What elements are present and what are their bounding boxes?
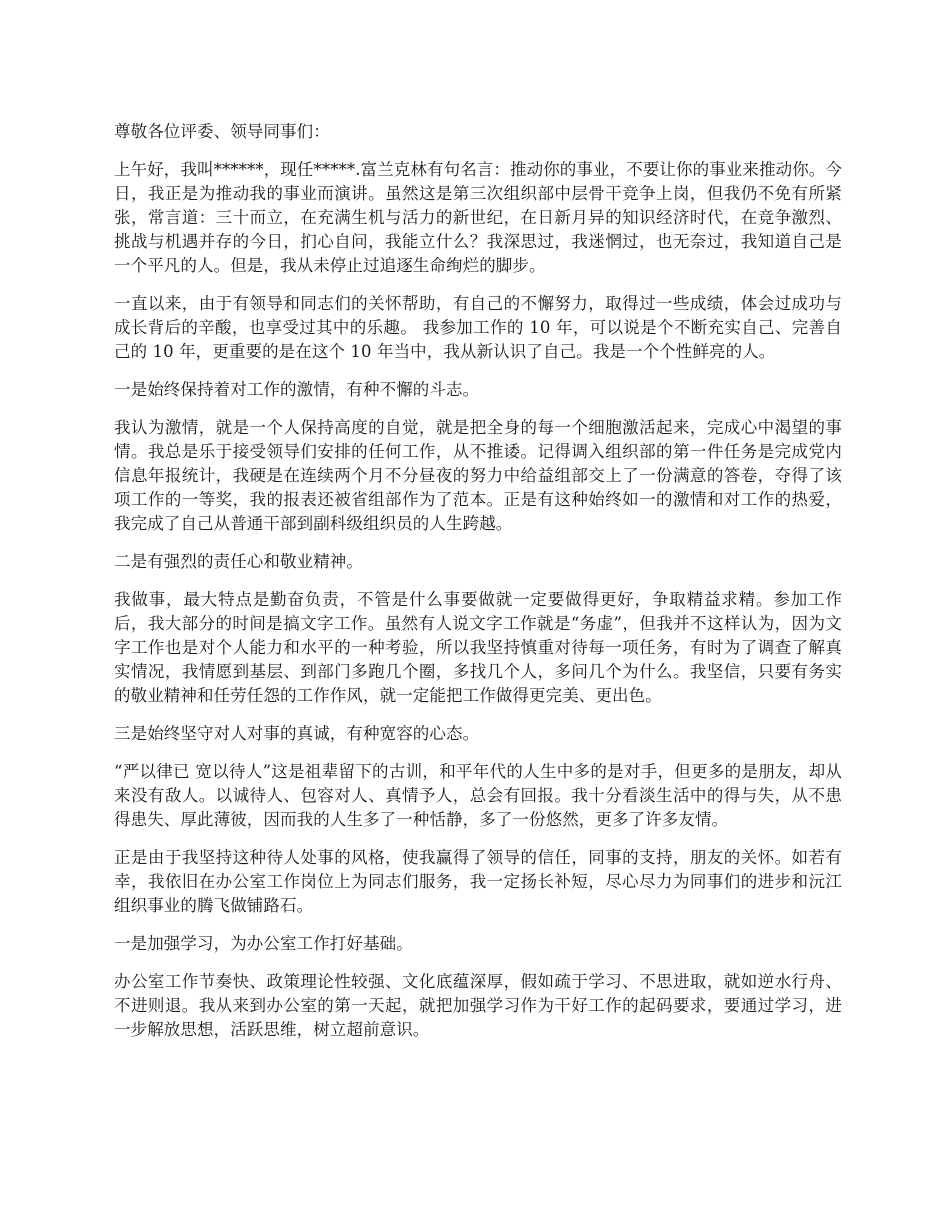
paragraph: 办公室工作节奏快、政策理论性较强、文化底蕴深厚，假如疏于学习、不思进取，就如逆水行舟、不进则退。我从来到办公室的第一天起，就把加强学习作为干好工作的起码要求，要通过学习，进一步解放思想，活跃思维，树立超前意识。 <box>114 972 842 1039</box>
document-page <box>114 120 842 1056</box>
paragraph: 一直以来，由于有领导和同志们的关怀帮助，有自己的不懈努力，取得过一些成绩，体会过成功与成长背后的辛酸，也享受过其中的乐趣。 我参加工作的 10 年，可以说是个不断充实自己、完善自己的 10 年，更重要的是在这个 10 年当中，我从新认识了自己。我是一个个性鲜亮的人。 <box>114 294 842 361</box>
section-heading: 二是有强烈的责任心和敬业精神。 <box>114 552 363 571</box>
paragraph: “严以律已 宽以待人”这是祖辈留下的古训，和平年代的人生中多的是对手，但更多的是朋友，却从来没有敌人。以诚待人、包容对人、真情予人，总会有回报。我十分看淡生活中的得与失，从不患得患失、厚此薄彼，因而我的人生多了一种恬静，多了一份悠然，更多了许多友情。 <box>114 762 842 829</box>
paragraph: 上午好，我叫******，现任*****.富兰克林有句名言：推动你的事业，不要让你的事业来推动你。今日，我正是为推动我的事业而演讲。虽然这是第三次组织部中层骨干竞争上岗，但我仍不免有所紧张，常言道：三十而立，在充满生机与活力的新世纪，在日新月异的知识经济时代，在竞争激烈、挑战与机遇并存的今日，扪心自问，我能立什么？我深思过，我迷惘过，也无奈过，我知道自己是一个平凡的人。但是，我从未停止过追逐生命绚烂的脚步。 <box>114 160 842 275</box>
section-heading: 三是始终坚守对人对事的真诚，有种宽容的心态。 <box>114 724 480 743</box>
section-heading: 一是始终保持着对工作的激情，有种不懈的斗志。 <box>114 380 480 399</box>
salutation: 尊敬各位评委、领导同事们： <box>114 122 330 141</box>
section-heading: 一是加强学习，为办公室工作打好基础。 <box>114 934 413 953</box>
paragraph: 我做事，最大特点是勤奋负责，不管是什么事要做就一定要做得更好，争取精益求精。参加工作后，我大部分的时间是搞文字工作。虽然有人说文字工作就是“务虚”，但我并不这样认为，因为文字工作也是对个人能力和水平的一种考验，所以我坚持慎重对待每一项任务，有时为了调查了解真实情况，我情愿到基层、到部门多跑几个圈，多找几个人，多问几个为什么。我坚信，只要有务实的敬业精神和任劳任怨的工作作风，就一定能把工作做得更完美、更出色。 <box>114 590 842 705</box>
paragraph: 我认为激情，就是一个人保持高度的自觉，就是把全身的每一个细胞激活起来，完成心中渴望的事情。我总是乐于接受领导们安排的任何工作，从不推诿。记得调入组织部的第一件任务是完成党内信息年报统计，我硬是在连续两个月不分昼夜的努力中给益组部交上了一份满意的答卷，夺得了该项工作的一等奖，我的报表还被省组部作为了范本。正是有这种始终如一的激情和对工作的热爱，我完成了自己从普通干部到副科级组织员的人生跨越。 <box>114 418 842 533</box>
paragraph: 正是由于我坚持这种待人处事的风格，使我赢得了领导的信任，同事的支持，朋友的关怀。如若有幸，我依旧在办公室工作岗位上为同志们服务，我一定扬长补短，尽心尽力为同事们的进步和沅江组织事业的腾飞做铺路石。 <box>114 848 842 915</box>
